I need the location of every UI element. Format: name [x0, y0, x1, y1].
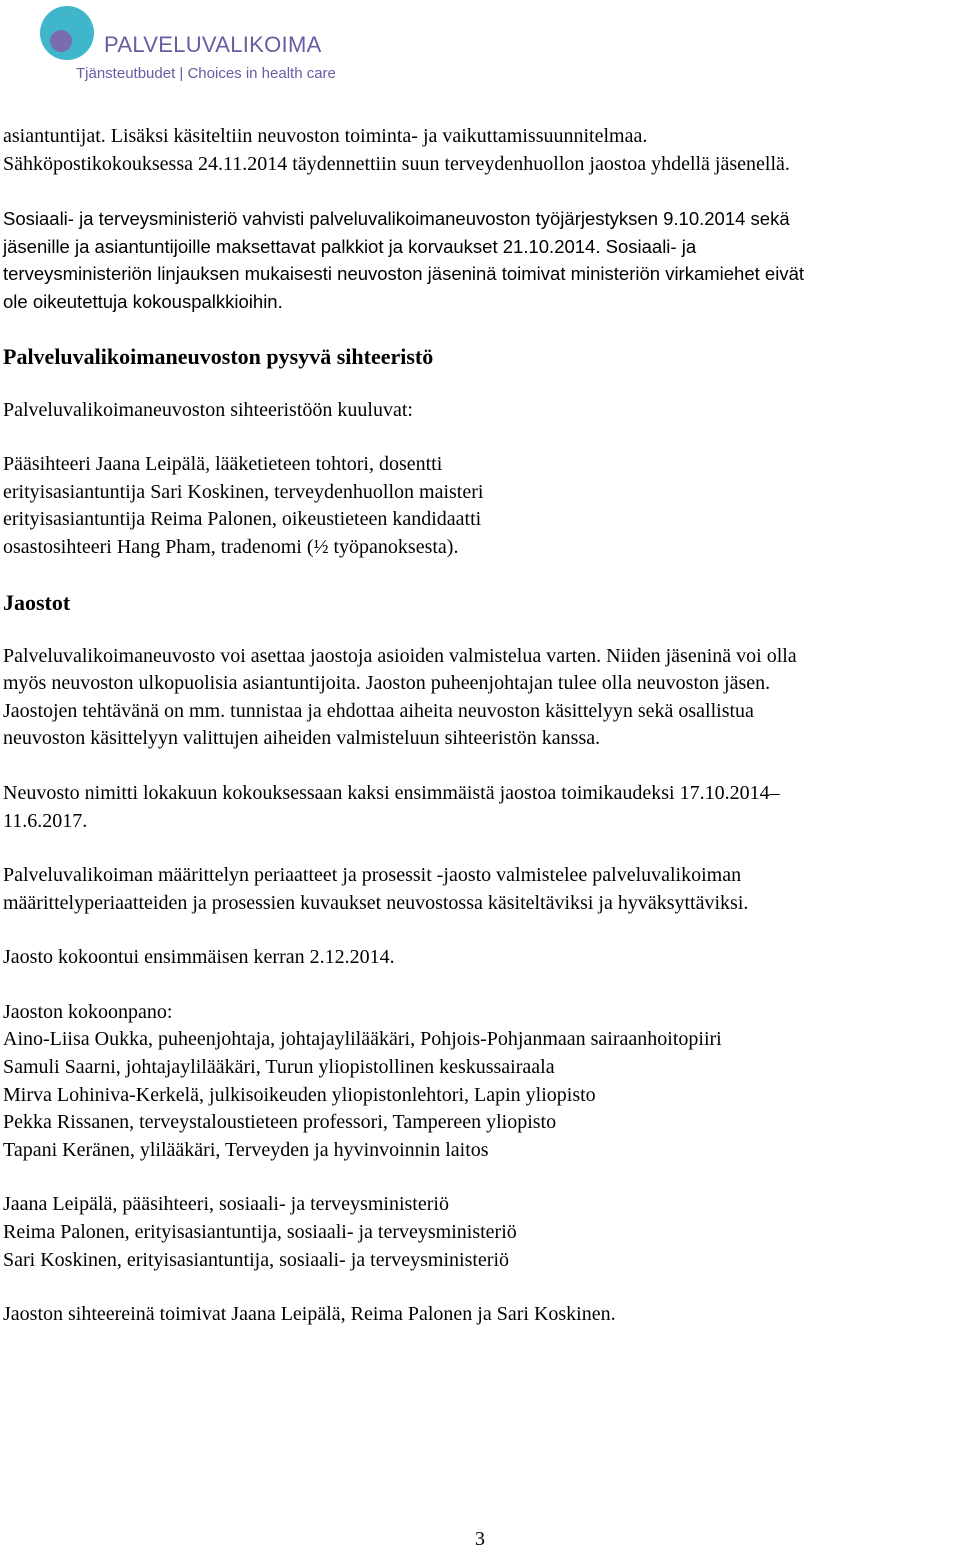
composition-label: Jaoston kokoonpano:: [3, 1000, 173, 1023]
text-line: määrittelyperiaatteiden ja prosessien kuvaukset neuvostossa käsiteltäviksi ja hyväksyttäviksi.: [3, 891, 749, 914]
secretariat-intro: Palveluvalikoimaneuvoston sihteeristöön kuuluvat:: [3, 398, 413, 421]
list-item: osastosihteeri Hang Pham, tradenomi (½ työpanoksesta).: [3, 535, 459, 558]
jaostot-paragraph-3: [3, 862, 958, 917]
jaostot-paragraph-2: [3, 780, 958, 835]
text-line: myös neuvoston ulkopuolisia asiantuntijoita. Jaoston puheenjohtajan tulee olla neuvoston jäsen.: [3, 672, 771, 695]
section-heading-jaostot: Jaostot: [3, 589, 71, 615]
text-line: jäsenille ja asiantuntijoille maksettavat palkkiot ja korvaukset 21.10.2014. Sosiaali- ja: [3, 235, 697, 257]
jaosto-secretaries: Jaoston sihteereinä toimivat Jaana Leipälä, Reima Palonen ja Sari Koskinen.: [3, 1303, 616, 1326]
paragraph-1: [3, 123, 958, 178]
list-item: erityisasiantuntija Reima Palonen, oikeustieteen kandidaatti: [3, 508, 482, 531]
list-item: Mirva Lohiniva-Kerkelä, julkisoikeuden yliopistonlehtori, Lapin yliopisto: [3, 1083, 596, 1106]
text-line: Sosiaali- ja terveysministeriö vahvisti palveluvalikoimaneuvoston työjärjestyksen 9.10.2014 sekä: [3, 208, 790, 230]
page-number: 3: [475, 1528, 485, 1550]
list-item: erityisasiantuntija Sari Koskinen, terveydenhuollon maisteri: [3, 480, 484, 503]
text-line: Neuvosto nimitti lokakuun kokouksessaan kaksi ensimmäistä jaostoa toimikaudeksi 17.10.2014–: [3, 781, 780, 804]
list-item: Sari Koskinen, erityisasiantuntija, sosiaali- ja terveysministeriö: [3, 1248, 510, 1271]
text-line: Palveluvalikoiman määrittelyn periaatteet ja prosessit -jaosto valmistelee palveluvalikoiman: [3, 864, 742, 887]
list-item: Reima Palonen, erityisasiantuntija, sosiaali- ja terveysministeriö: [3, 1221, 517, 1244]
logo-circle-purple: [50, 30, 72, 52]
logo-name: PALVELUVALIKOIMA: [104, 32, 322, 57]
text-line: Sähköpostikokouksessa 24.11.2014 täydennettiin suun terveydenhuollon jaostoa yhdellä jäsenellä.: [3, 152, 790, 175]
paragraph-2: [3, 205, 958, 315]
text-line: Jaostojen tehtävänä on mm. tunnistaa ja ehdottaa aiheita neuvoston käsittelyyn sekä osallistua: [3, 699, 754, 722]
text-line: terveysministeriön linjauksen mukaisesti neuvoston jäseninä toimivat ministeriön virkamiehet eivät: [3, 263, 804, 285]
list-item: Tapani Keränen, ylilääkäri, Terveyden ja hyvinvoinnin laitos: [3, 1138, 489, 1161]
secretariat-members: [3, 451, 958, 561]
jaostot-paragraph-4: Jaosto kokoontui ensimmäisen kerran 2.12.2014.: [3, 946, 395, 969]
text-line: 11.6.2017.: [3, 809, 88, 832]
list-item: Pääsihteeri Jaana Leipälä, lääketieteen tohtori, dosentti: [3, 453, 443, 476]
text-line: ole oikeutettuja kokouspalkkioihin.: [3, 290, 283, 312]
document-body: [3, 123, 958, 1356]
list-item: Pekka Rissanen, terveystaloustieteen professori, Tampereen yliopisto: [3, 1111, 557, 1134]
text-line: Palveluvalikoimaneuvosto voi asettaa jaostoja asioiden valmistelua varten. Niiden jäseninä voi olla: [3, 644, 797, 667]
logo-tagline: Tjänsteutbudet | Choices in health care: [76, 65, 336, 82]
list-item: Jaana Leipälä, pääsihteeri, sosiaali- ja terveysministeriö: [3, 1193, 449, 1216]
list-item: Aino-Liisa Oukka, puheenjohtaja, johtajaylilääkäri, Pohjois-Pohjanmaan sairaanhoitopiiri: [3, 1028, 722, 1051]
text-line: neuvoston käsittelyyn valittujen aiheiden valmisteluun sihteeristön kanssa.: [3, 727, 601, 750]
list-item: Samuli Saarni, johtajaylilääkäri, Turun yliopistollinen keskussairaala: [3, 1056, 555, 1079]
jaosto-composition: [3, 999, 958, 1165]
text-line: asiantuntijat. Lisäksi käsiteltiin neuvoston toiminta- ja vaikuttamissuunnitelmaa.: [3, 125, 648, 147]
palveluvalikoima-logo: [38, 4, 378, 88]
jaosto-ministry-members: [3, 1191, 958, 1274]
jaostot-paragraph-1: [3, 643, 958, 753]
section-heading-secretariat: Palveluvalikoimaneuvoston pysyvä sihteeristö: [3, 343, 434, 369]
